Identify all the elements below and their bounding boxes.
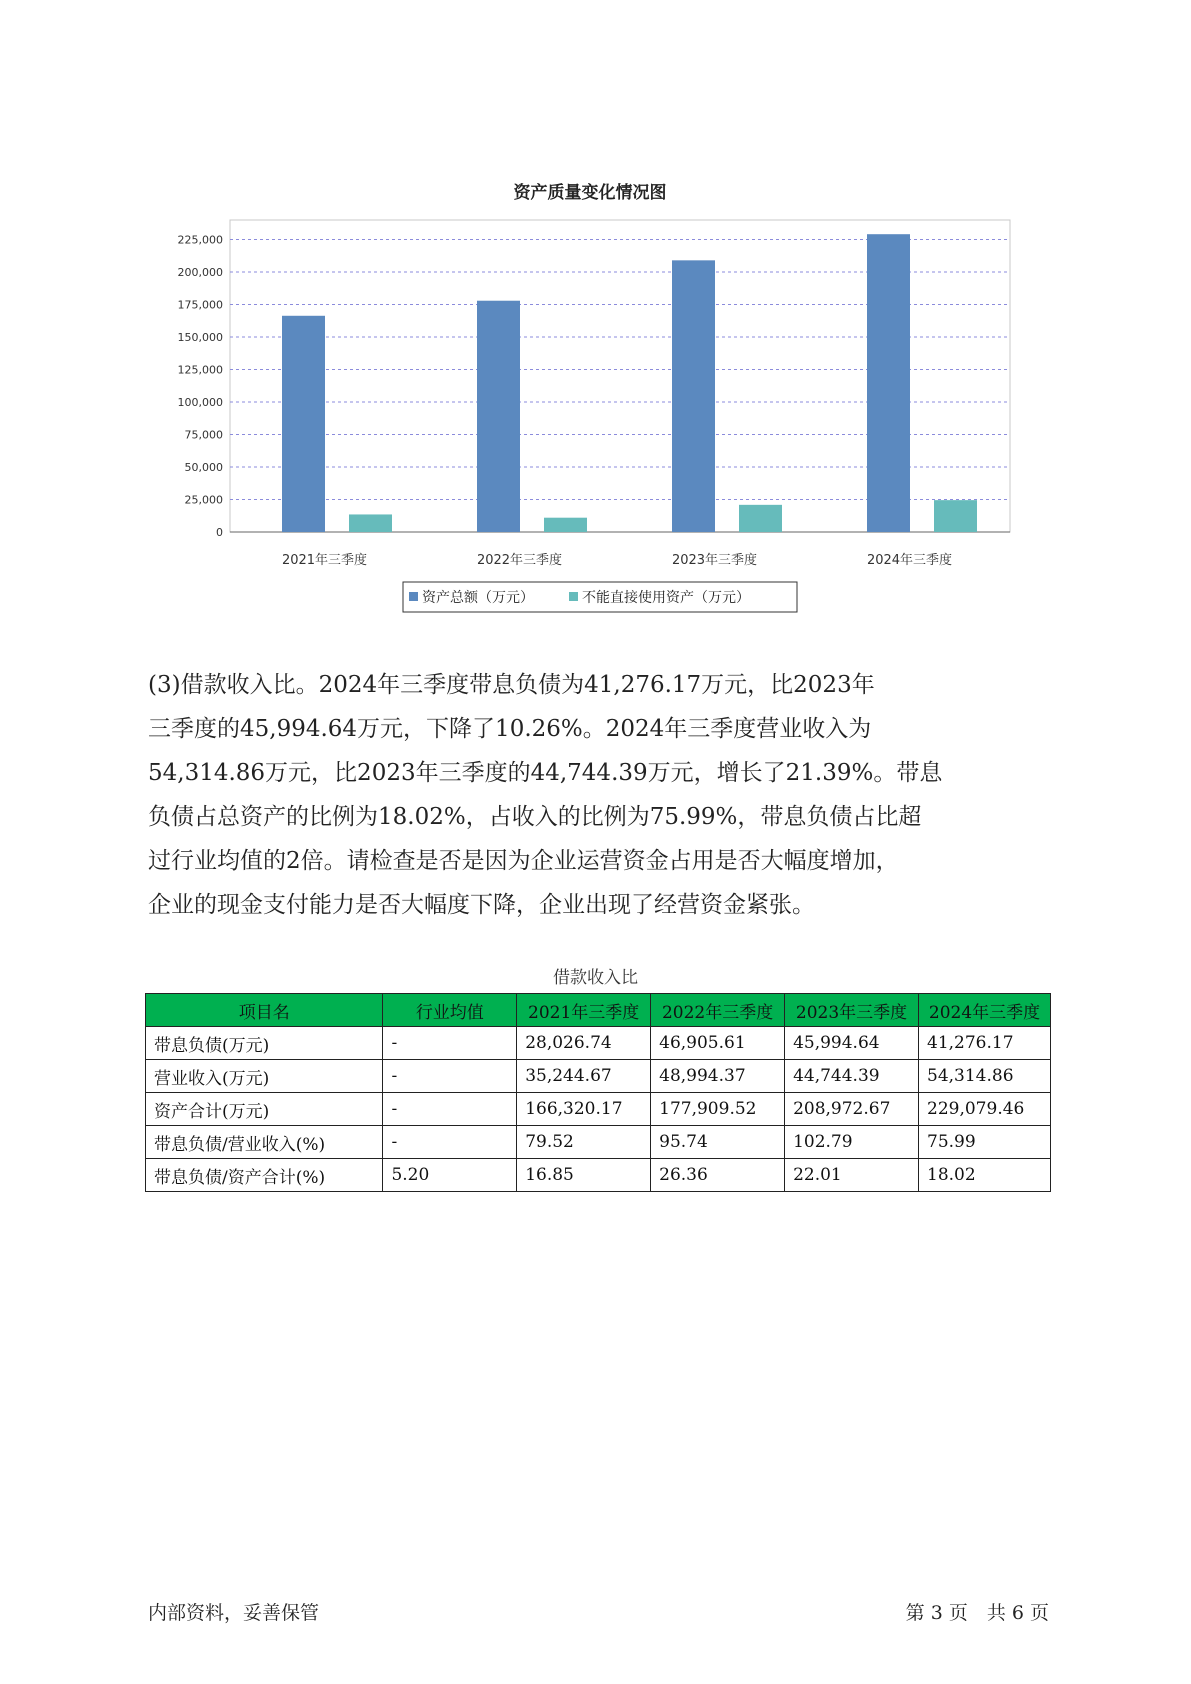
bar	[544, 518, 587, 532]
bar	[349, 514, 392, 532]
table-cell: 48,994.37	[651, 1060, 785, 1093]
x-tick-label: 2021年三季度	[281, 553, 368, 568]
table-cell: 79.52	[517, 1126, 651, 1159]
table-cell: 44,744.39	[785, 1060, 919, 1093]
table-cell: 54,314.86	[919, 1060, 1051, 1093]
chart-svg	[160, 170, 1020, 630]
table-cell: 28,026.74	[517, 1027, 651, 1060]
table-cell: 177,909.52	[651, 1093, 785, 1126]
y-tick-label: 200,000	[177, 266, 223, 279]
asset-quality-chart	[160, 170, 1020, 630]
y-tick-label: 50,000	[184, 461, 223, 474]
table-caption: 借款收入比	[553, 968, 638, 988]
y-tick-label: 125,000	[177, 363, 223, 377]
table-cell: 208,972.67	[785, 1093, 919, 1126]
table-row	[146, 1027, 1051, 1060]
table-cell: 95.74	[651, 1126, 785, 1159]
table-cell: 5.20	[383, 1159, 517, 1192]
table-cell: 18.02	[919, 1159, 1051, 1192]
table-cell: 带息负债/资产合计(%)	[146, 1159, 383, 1192]
table-cell: 22.01	[785, 1159, 919, 1192]
loan-revenue-table	[145, 993, 1051, 1192]
header-cell: 2022年三季度	[651, 994, 785, 1027]
table-cell: 资产合计(万元)	[146, 1093, 383, 1126]
header-cell: 项目名	[146, 994, 383, 1027]
bar	[672, 260, 715, 532]
table-row	[146, 1060, 1051, 1093]
legend-label: 不能直接使用资产（万元）	[582, 590, 750, 606]
header-cell: 2021年三季度	[517, 994, 651, 1027]
footer-confidential-note: 内部资料，妥善保管	[148, 1602, 320, 1624]
x-tick-label: 2022年三季度	[476, 553, 563, 568]
bar	[739, 505, 782, 532]
bar	[282, 316, 325, 532]
table-cell: 46,905.61	[651, 1027, 785, 1060]
bar	[477, 301, 520, 532]
header-cell: 2023年三季度	[785, 994, 919, 1027]
chart-title: 资产质量变化情况图	[513, 183, 667, 203]
table-cell: 41,276.17	[919, 1027, 1051, 1060]
y-tick-label: 75,000	[184, 428, 223, 442]
y-tick-label: 175,000	[177, 298, 223, 312]
x-tick-label: 2023年三季度	[671, 553, 758, 568]
table-cell: -	[383, 1027, 517, 1060]
table-cell: -	[383, 1093, 517, 1126]
table-cell: 102.79	[785, 1126, 919, 1159]
y-tick-label: 25,000	[184, 493, 223, 507]
table-row	[146, 1159, 1051, 1192]
table-header-row	[146, 994, 1051, 1027]
table-row	[146, 1126, 1051, 1159]
legend-swatch	[409, 592, 418, 601]
y-tick-label: 225,000	[177, 233, 223, 247]
table-cell: -	[383, 1060, 517, 1093]
legend-label: 资产总额（万元）	[422, 590, 534, 606]
y-tick-label: 100,000	[177, 396, 223, 409]
y-tick-label: 0	[216, 526, 223, 539]
footer-page-number: 第 3 页 共 6 页	[905, 1602, 1049, 1624]
table-cell: 35,244.67	[517, 1060, 651, 1093]
bar	[867, 234, 910, 532]
y-tick-label: 150,000	[177, 331, 223, 344]
legend-swatch	[569, 592, 578, 601]
table-cell: 45,994.64	[785, 1027, 919, 1060]
table-cell: -	[383, 1126, 517, 1159]
table-cell: 166,320.17	[517, 1093, 651, 1126]
table-cell: 营业收入(万元)	[146, 1060, 383, 1093]
header-cell: 行业均值	[383, 994, 517, 1027]
table-cell: 带息负债(万元)	[146, 1027, 383, 1060]
loan-revenue-paragraph: (3)借款收入比。2024年三季度带息负债为41,276.17万元，比2023年 三季度的45,994.64万元，下降了10.26%。2024年三季度营业收入为 54,314.86万元，比2023年三季度的44,744.39万元，增长了21.39%。带息 负债占总资产的比例为18.02%，占收入的比例为75.99%，带息负债占比超 过行业均值的2倍。请检查是否是因为企业运营资金占用是否大幅度增加， 企业的现金支付能力是否大幅度下降，企业出现了经营资金紧张。	[148, 672, 943, 918]
bar	[934, 500, 977, 532]
x-tick-label: 2024年三季度	[866, 553, 953, 568]
table-cell: 229,079.46	[919, 1093, 1051, 1126]
table-cell: 带息负债/营业收入(%)	[146, 1126, 383, 1159]
table-cell: 75.99	[919, 1126, 1051, 1159]
table-cell: 26.36	[651, 1159, 785, 1192]
table-cell: 16.85	[517, 1159, 651, 1192]
header-cell: 2024年三季度	[919, 994, 1051, 1027]
table-row	[146, 1093, 1051, 1126]
